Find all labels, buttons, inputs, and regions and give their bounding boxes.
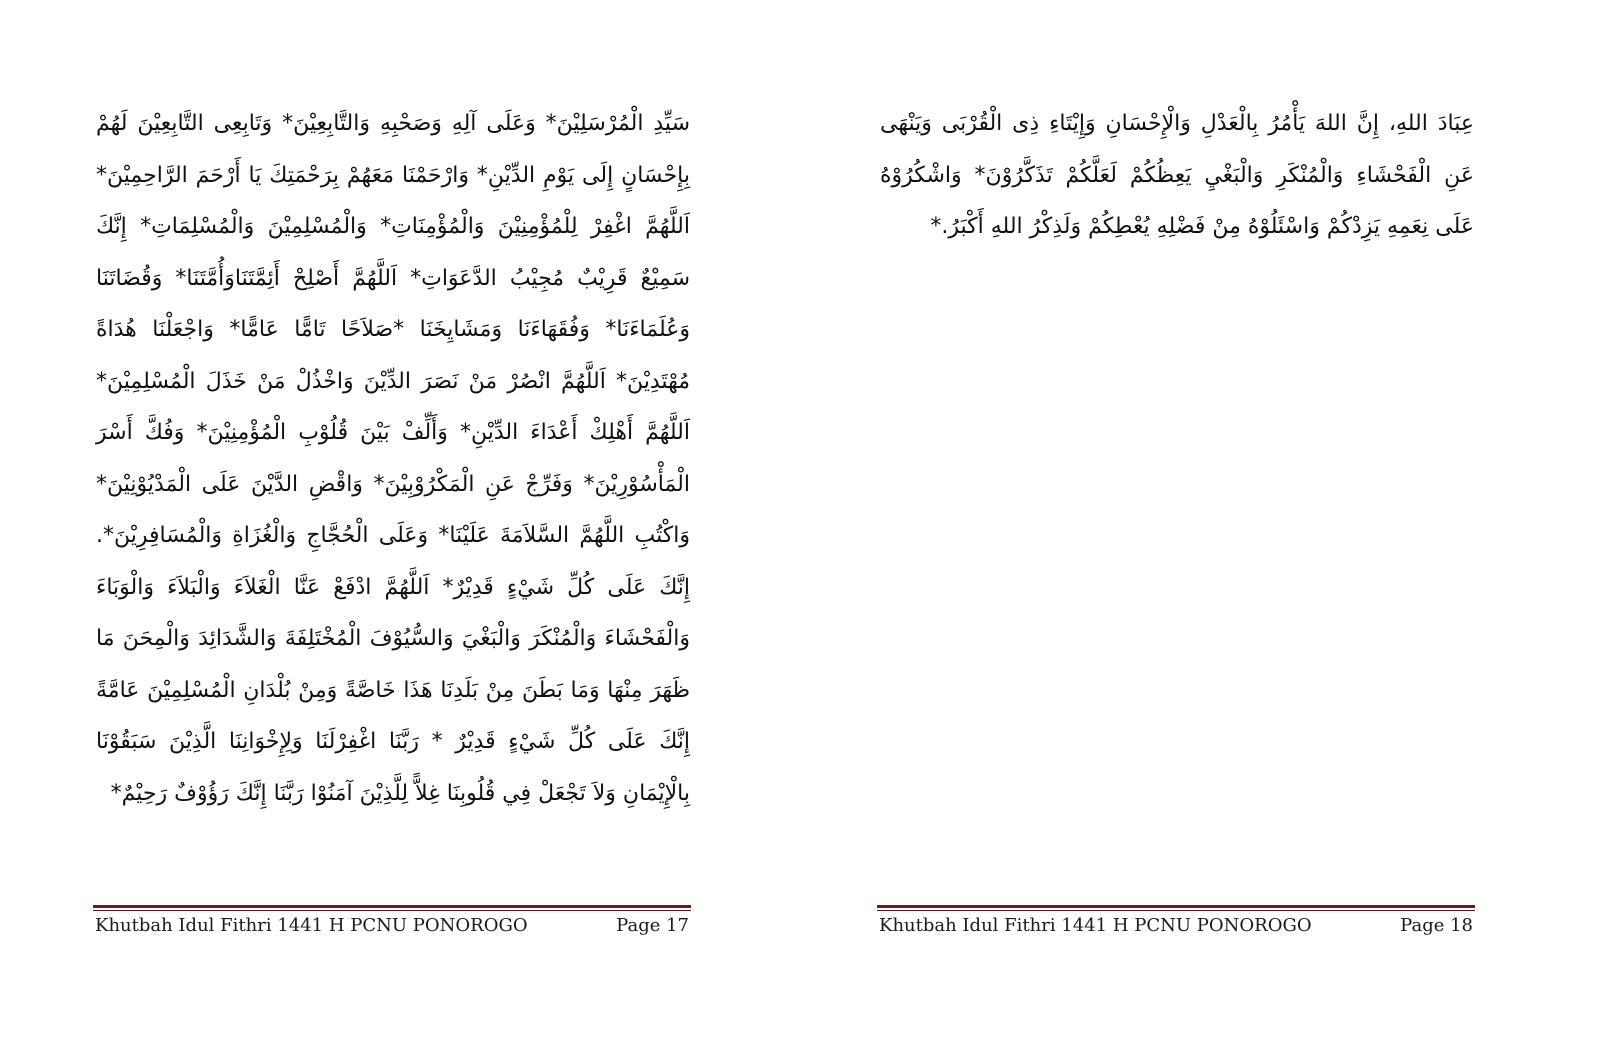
arabic-prayer-text: سَيِّدِ الْمُرْسَلِيْنَ* وَعَلَى آلِهِ وَصَحْبِهِ وَالتَّابِعِيْنَ* وَتَابِعِى التَّابِعِيْنَ لَهُمْ بِإِحْسَانٍ إِلَى يَوْمِ الدِّيْنِ* وَارْحَمْنَا مَعَهُمْ بِرَحْمَتِكَ يَا أَرْحَمَ الرَّاحِمِيْنَ* اَللَّهُمَّ اغْفِرْ لِلْمُؤْمِنِيْنَ وَالْمُؤْمِنَاتِ* وَالْمُسْلِمِيْنَ وَالْمُسْلِمَاتِ* إِنَّكَ سَمِيْعٌ قَرِيْبٌ مُجِيْبُ الدَّعَوَاتِ* اَللَّهُمَّ أَصْلِحْ أَئِمَّتَنَاوَأُمَّتَنَا* وَقُضَاتَنَا وَعُلَمَاءَنَا* وَفُقَهَاءَنَا وَمَشَايِخَنَا *صَلاَحًا تَامًّا عَامًّا* وَاجْعَلْنَا هُدَاةً مُهْتَدِيْنَ* اَللَّهُمَّ انْصُرْ مَنْ نَصَرَ الدِّيْنَ وَاخْذُلْ مَنْ خَذَلَ الْمُسْلِمِيْنَ* اَللَّهُمَّ أَهْلِكْ أَعْدَاءَ الدِّيْنِ* وَأَلِّفْ بَيْنَ قُلُوْبِ الْمُؤْمِنِيْنَ* وَفُكَّ أَسْرَ الْمَأْسُوْرِيْنَ* وَفَرِّجْ عَنِ الْمَكْرُوْبِيْنَ* وَاقْضِ الدَّيْنَ عَلَى الْمَدْيُوْنِيْنَ* وَاكْتُبِ اللَّهُمَّ السَّلاَمَةَ عَلَيْنَا* وَعَلَى الْحُجَّاجِ وَالْغُزَاةِ وَالْمُسَافِرِيْنَ*. إِنَّكَ عَلَى كُلِّ شَيْءٍ قَدِيْرٌ* اَللَّهُمَّ ادْفَعْ عَنَّا الْغَلاَءَ وَالْبَلاَءَ وَالْوَبَاءَ وَالْفَحْشَاءَ وَالْمُنْكَرَ وَالْبَغْيَ وَالسُّيُوْفَ الْمُخْتَلِفَةَ وَالشَّدَائِدَ وَالْمِحَنَ مَا ظَهَرَ مِنْهَا وَمَا بَطَنَ مِنْ بَلَدِنَا هَذَا خَاصَّةً وَمِنْ بُلْدَانِ الْمُسْلِمِيْنَ عَامَّةً إِنَّكَ عَلَى كُلِّ شَيْءٍ قَدِيْرٌ * رَبَّنَا اغْفِرْلَنَا وَلِإِخْوَانِنَا الَّذِيْنَ سَبَقُوْنَا بِالْإِيْمَانِ وَلاَ تَجْعَلْ فِي قُلُوبِنَا غِلاًّ لِلَّذِيْنَ آمَنُوْا رَبَّنَا إِنَّكَ رَؤُوْفٌ رَحِيْمٌ* [96,111,690,806]
page-footer [93,905,691,936]
footer-row [877,915,1475,936]
page-number: Page 18 [1400,915,1473,936]
footer-title: Khutbah Idul Fithri 1441 H PCNU PONOROGO [879,915,1312,936]
page-number: Page 17 [616,915,689,936]
footer-rule-thick [93,905,691,908]
footer-rule-thin [93,910,691,911]
page-footer [877,905,1475,936]
page-18 [800,0,1600,1046]
footer-title: Khutbah Idul Fithri 1441 H PCNU PONOROGO [95,915,528,936]
arabic-prayer-text: عِبَادَ اللهِ، إِنَّ اللهَ يَأْمُرُ بِالْعَدْلِ وَالْإِحْسَانِ وَإِيْتَاءِ ذِى الْقُرْبَى وَيَنْهَى عَنِ الْفَحْشَاءِ وَالْمُنْكَرِ وَالْبَغْيِ يَعِظُكُمْ لَعَلَّكُمْ تَذَكَّرُوْنَ* وَاشْكُرُوْهُ عَلَى نِعَمِهِ يَزِدْكُمْ وَاسْئَلُوْهُ مِنْ فَضْلِهِ يُعْطِكُمْ وَلَذِكْرُ اللهِ أَكْبَرُ.* [880,111,1474,239]
footer-rule-thin [877,910,1475,911]
footer-row [93,915,691,936]
footer-rule-thick [877,905,1475,908]
